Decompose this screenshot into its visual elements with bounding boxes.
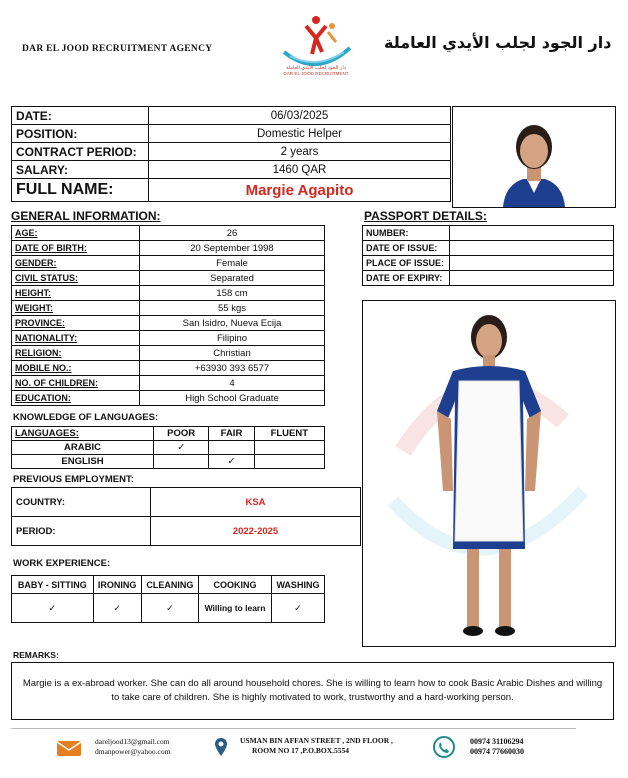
language-row [12, 455, 325, 469]
level-fair: FAIR [209, 427, 254, 441]
footer-address-2: ROOM NO 17 ,P.O.BOX.5554 [252, 746, 350, 755]
passport-title: PASSPORT DETAILS: [364, 209, 487, 223]
work-cleaning-value: ✓ [141, 594, 198, 623]
work-cooking-header: COOKING [199, 576, 272, 594]
work-table [11, 575, 325, 623]
province-label: PROVINCE: [12, 316, 140, 331]
education-value: High School Graduate [140, 391, 325, 406]
general-row [12, 391, 325, 406]
work-babysitting-value: ✓ [12, 594, 94, 623]
level-poor: POOR [154, 427, 209, 441]
height-value: 158 cm [140, 286, 325, 301]
passport-table [362, 225, 614, 286]
mobile-label: MOBILE NO.: [12, 361, 140, 376]
province-value: San Isidro, Nueva Ecija [140, 316, 325, 331]
mobile-value: +63930 393 6577 [140, 361, 325, 376]
language-arabic: ARABIC [12, 441, 154, 455]
logo-caption-en: DAR EL JOOD RECRUITMENT [283, 71, 349, 76]
general-row [12, 331, 325, 346]
footer-email-2: dmanpower@yahoo.com [95, 747, 171, 756]
country-label: COUNTRY: [12, 488, 151, 517]
footer-divider [11, 728, 576, 729]
weight-label: WEIGHT: [12, 301, 140, 316]
language-row [12, 441, 325, 455]
date-label: DATE: [12, 107, 149, 125]
gender-value: Female [140, 256, 325, 271]
dob-value: 20 September 1998 [140, 241, 325, 256]
general-row [12, 346, 325, 361]
phone-icon [432, 736, 456, 758]
age-label: AGE: [12, 226, 140, 241]
work-cooking-value: Willing to learn [199, 594, 272, 623]
work-title: WORK EXPERIENCE: [13, 558, 111, 569]
contract-value: 2 years [149, 143, 451, 161]
gender-label: GENDER: [12, 256, 140, 271]
education-label: EDUCATION: [12, 391, 140, 406]
children-label: NO. OF CHILDREN: [12, 376, 140, 391]
footer-phone-2: 00974 77660030 [470, 747, 524, 756]
nationality-value: Filipino [140, 331, 325, 346]
fullname-value: Margie Agapito [149, 179, 451, 202]
passport-row [363, 226, 614, 241]
general-row [12, 361, 325, 376]
work-ironing-header: IRONING [93, 576, 141, 594]
general-info-table [11, 225, 325, 406]
remarks-title: REMARKS: [13, 650, 59, 660]
headshot-photo [452, 106, 616, 208]
general-row [12, 226, 325, 241]
civil-status-value: Separated [140, 271, 325, 286]
dob-label: DATE OF BIRTH: [12, 241, 140, 256]
agency-name-en: DAR EL JOOD RECRUITMENT AGENCY [22, 44, 213, 54]
salary-value: 1460 QAR [149, 161, 451, 179]
nationality-label: NATIONALITY: [12, 331, 140, 346]
passport-number-label: NUMBER: [363, 226, 450, 241]
work-cleaning-header: CLEANING [141, 576, 198, 594]
english-poor-check [154, 455, 209, 469]
religion-value: Christian [140, 346, 325, 361]
languages-table [11, 426, 325, 469]
civil-status-label: CIVIL STATUS: [12, 271, 140, 286]
summary-table [11, 106, 451, 202]
fullname-label: FULL NAME: [12, 179, 149, 202]
general-row [12, 286, 325, 301]
arabic-fair-check [209, 441, 254, 455]
general-row [12, 376, 325, 391]
employment-title: PREVIOUS EMPLOYMENT: [13, 474, 134, 485]
passport-row [363, 241, 614, 256]
general-info-title: GENERAL INFORMATION: [11, 209, 161, 223]
period-label: PERIOD: [12, 517, 151, 546]
language-english: ENGLISH [12, 455, 154, 469]
general-row [12, 256, 325, 271]
position-label: POSITION: [12, 125, 149, 143]
english-fair-check: ✓ [209, 455, 254, 469]
mail-icon [56, 738, 82, 758]
arabic-poor-check: ✓ [154, 441, 209, 455]
children-value: 4 [140, 376, 325, 391]
work-washing-value: ✓ [271, 594, 324, 623]
religion-label: RELIGION: [12, 346, 140, 361]
height-label: HEIGHT: [12, 286, 140, 301]
agency-name-ar: دار الجود لجلب الأيدي العاملة [384, 33, 612, 52]
general-row [12, 271, 325, 286]
location-pin-icon [214, 737, 228, 757]
employment-table [11, 487, 361, 546]
work-babysitting-header: BABY - SITTING [12, 576, 94, 594]
footer-address-1: USMAN BIN AFFAN STREET , 2ND FLOOR , [240, 736, 393, 745]
contract-label: CONTRACT PERIOD: [12, 143, 149, 161]
english-fluent-check [254, 455, 324, 469]
passport-issue-place-value [450, 256, 614, 271]
date-value: 06/03/2025 [149, 107, 451, 125]
general-row [12, 316, 325, 331]
footer-phone-1: 00974 31106294 [470, 737, 524, 746]
country-value: KSA [151, 488, 361, 517]
passport-expiry-label: DATE OF EXPIRY: [363, 271, 450, 286]
period-value: 2022-2025 [151, 517, 361, 546]
remarks-text: Margie is a ex-abroad worker. She can do all around household chores. She is willing to learn how to cook Basic Arabic Dishes and willing to take care of children. She is highly motivated to work, trustworthy and a hard-working person. [11, 662, 614, 720]
passport-issue-date-value [450, 241, 614, 256]
general-row [12, 241, 325, 256]
work-ironing-value: ✓ [93, 594, 141, 623]
weight-value: 55 kgs [140, 301, 325, 316]
work-washing-header: WASHING [271, 576, 324, 594]
languages-col-label: LANGUAGES: [12, 427, 154, 441]
salary-label: SALARY: [12, 161, 149, 179]
passport-issue-date-label: DATE OF ISSUE: [363, 241, 450, 256]
age-value: 26 [140, 226, 325, 241]
level-fluent: FLUENT [254, 427, 324, 441]
position-value: Domestic Helper [149, 125, 451, 143]
languages-title: KNOWLEDGE OF LANGUAGES: [13, 412, 159, 423]
general-row [12, 301, 325, 316]
full-body-photo [362, 300, 616, 647]
passport-number-value [450, 226, 614, 241]
logo-caption-ar: دار الجود لجلب الأيدي العاملة [286, 65, 346, 71]
passport-row [363, 256, 614, 271]
passport-expiry-value [450, 271, 614, 286]
arabic-fluent-check [254, 441, 324, 455]
passport-issue-place-label: PLACE OF ISSUE: [363, 256, 450, 271]
footer-email-1: dareljood13@gmail.com [95, 737, 170, 746]
passport-row [363, 271, 614, 286]
